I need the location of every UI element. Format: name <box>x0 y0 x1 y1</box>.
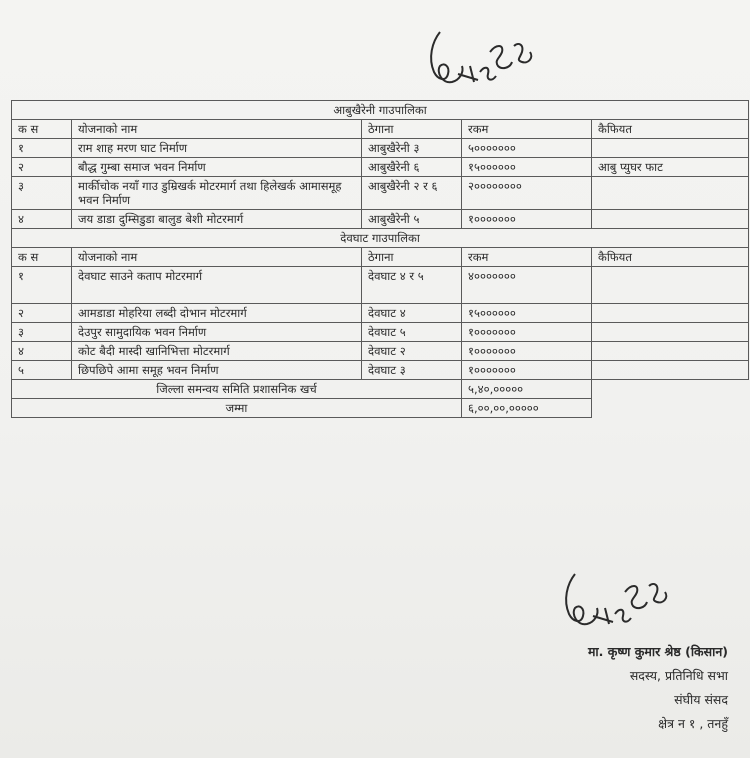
cell-remarks <box>592 323 749 342</box>
cell-remarks <box>592 210 749 229</box>
top-signature <box>418 22 548 94</box>
cell-place: आबुखैरेनी ५ <box>362 210 462 229</box>
cell-sn: ४ <box>12 342 72 361</box>
cell-sn: २ <box>12 304 72 323</box>
signatory-constituency: क्षेत्र न १ , तनहुँ <box>658 716 728 731</box>
header-place: ठेगाना <box>362 120 462 139</box>
cell-sn: ३ <box>12 177 72 210</box>
cell-sn: १ <box>12 267 72 304</box>
cell-amount: ५००००००० <box>462 139 592 158</box>
admin-expense-row <box>12 380 749 399</box>
table-row <box>12 342 749 361</box>
header-amount: रकम <box>462 120 592 139</box>
cell-sn: ३ <box>12 323 72 342</box>
cell-place: आबुखैरेनी ६ <box>362 158 462 177</box>
cell-name: देउपुर सामुदायिक भवन निर्माण <box>72 323 362 342</box>
column-header-row <box>12 248 749 267</box>
table-row <box>12 267 749 304</box>
cell-place: आबुखैरेनी २ र ६ <box>362 177 462 210</box>
header-name: योजनाको नाम <box>72 120 362 139</box>
budget-table <box>11 100 749 418</box>
cell-name: मार्कीचोक नयाँ गाउ डुम्रिखर्क मोटरमार्ग तथा हिलेखर्क आमासमूह भवन निर्माण <box>72 177 362 210</box>
cell-place: देवघाट ३ <box>362 361 462 380</box>
cell-amount: १००००००० <box>462 342 592 361</box>
section-title: आबुखैरेनी गाउपालिका <box>12 101 749 120</box>
section-title: देवघाट गाउपालिका <box>12 229 749 248</box>
cell-amount: ४००००००० <box>462 267 592 304</box>
cell-amount: २०००००००० <box>462 177 592 210</box>
bottom-signature <box>555 560 685 634</box>
table-row <box>12 158 749 177</box>
admin-expense-label: जिल्ला समन्वय समिति प्रशासनिक खर्च <box>12 380 462 399</box>
cell-sn: २ <box>12 158 72 177</box>
cell-name: छिपछिपे आमा समूह भवन निर्माण <box>72 361 362 380</box>
signatory-title: सदस्य, प्रतिनिधि सभा <box>629 668 728 683</box>
signature-block <box>508 640 728 736</box>
cell-place: देवघाट ४ र ५ <box>362 267 462 304</box>
cell-remarks <box>592 177 749 210</box>
cell-place: आबुखैरेनी ३ <box>362 139 462 158</box>
signatory-name: मा. कृष्ण कुमार श्रेष्ठ (किसान) <box>587 644 728 659</box>
cell-name: देवघाट साउने कताप मोटरमार्ग <box>72 267 362 304</box>
table-row <box>12 139 749 158</box>
header-amount: रकम <box>462 248 592 267</box>
header-place: ठेगाना <box>362 248 462 267</box>
cell-remarks <box>592 139 749 158</box>
table-row <box>12 361 749 380</box>
cell-amount: १००००००० <box>462 361 592 380</box>
cell-name: आमडाडा मोहरिया लब्दी दोभान मोटरमार्ग <box>72 304 362 323</box>
cell-remarks <box>592 361 749 380</box>
cell-sn: ५ <box>12 361 72 380</box>
total-row <box>12 399 749 418</box>
cell-amount: १००००००० <box>462 210 592 229</box>
cell-remarks: आबु प्युघर फाट <box>592 158 749 177</box>
cell-name: जय डाडा दुम्सिडुडा बालुड बेशी मोटरमार्ग <box>72 210 362 229</box>
cell-place: देवघाट २ <box>362 342 462 361</box>
cell-amount: १००००००० <box>462 323 592 342</box>
cell-remarks <box>592 342 749 361</box>
cell-remarks <box>592 267 749 304</box>
table-row <box>12 177 749 210</box>
table-row <box>12 304 749 323</box>
cell-amount: १५०००००० <box>462 158 592 177</box>
section-header-row <box>12 101 749 120</box>
total-label: जम्मा <box>12 399 462 418</box>
cell-place: देवघाट ४ <box>362 304 462 323</box>
cell-sn: ४ <box>12 210 72 229</box>
header-remarks: कैफियत <box>592 248 749 267</box>
header-sn: क स <box>12 248 72 267</box>
cell-name: कोट बैदी मास्दी खानिभित्ता मोटरमार्ग <box>72 342 362 361</box>
cell-name: राम शाह मरण घाट निर्माण <box>72 139 362 158</box>
header-sn: क स <box>12 120 72 139</box>
table-row <box>12 323 749 342</box>
cell-sn: १ <box>12 139 72 158</box>
table-row <box>12 210 749 229</box>
column-header-row <box>12 120 749 139</box>
cell-amount: १५०००००० <box>462 304 592 323</box>
signatory-body: संघीय संसद <box>674 692 728 707</box>
header-name: योजनाको नाम <box>72 248 362 267</box>
section-header-row <box>12 229 749 248</box>
header-remarks: कैफियत <box>592 120 749 139</box>
cell-place: देवघाट ५ <box>362 323 462 342</box>
cell-name: बौद्ध गुम्बा समाज भवन निर्माण <box>72 158 362 177</box>
total-amount: ६,००,००,००००० <box>462 399 592 418</box>
cell-remarks <box>592 304 749 323</box>
admin-expense-amount: ५,४०,००००० <box>462 380 592 399</box>
